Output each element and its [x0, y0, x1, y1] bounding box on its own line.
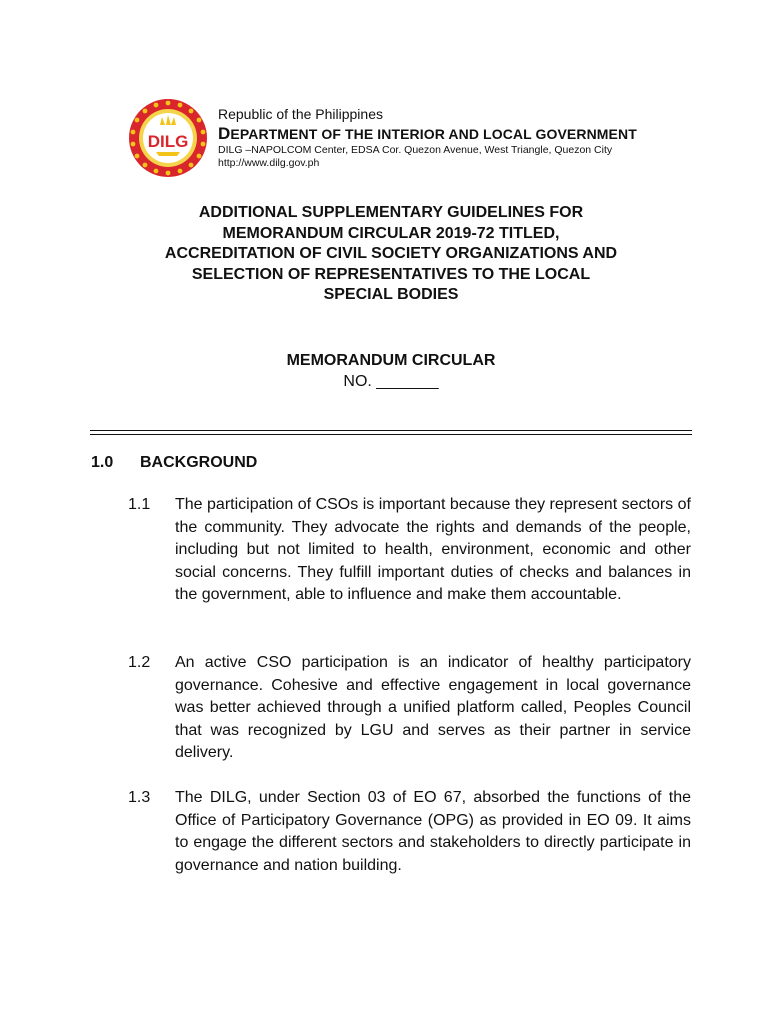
paragraph-text: An active CSO participation is an indicator of healthy participatory governance. Cohesive and effective engagement in local governance was better achieved through a unified platform called, Peoples Council that was recognized by LGU and serves as their partner in service delivery.	[175, 654, 691, 762]
dilg-seal-logo	[128, 98, 208, 178]
memo-title: MEMORANDUM CIRCULAR	[286, 352, 496, 369]
dilg-seal-icon	[128, 98, 208, 178]
department-name	[218, 125, 637, 143]
paragraph-text: The participation of CSOs is important because they represent sectors of the community. They advocate the rights and demands of the people, including but not limited to health, environment, economic and other social concerns. They fulfill important duties of checks and balances in the government, able to influence and make them accountable.	[175, 496, 691, 604]
document-title	[90, 203, 692, 306]
department-address	[218, 144, 612, 156]
address-part2: , EDSA Cor. Quezon Avenue, West Triangle, Quezon City	[345, 144, 613, 156]
paragraph-number: 1.3	[128, 789, 151, 806]
title-line: SELECTION OF REPRESENTATIVES TO THE LOCAL	[191, 265, 591, 283]
paragraph-text: The DILG, under Section 03 of EO 67, absorbed the functions of the Office of Participatory Governance (OPG) as provided in EO 09. It aims to engage the different sectors and stakeholders to directly participate in governance and nation building.	[175, 789, 691, 874]
memo-number: NO. _______	[343, 373, 439, 390]
paragraph-number: 1.1	[128, 496, 151, 513]
address-part1: DILG –NAPOLCOM Center	[218, 144, 346, 156]
department-website[interactable]: http://www.dilg.gov.ph	[218, 157, 320, 169]
divider-line	[90, 430, 692, 431]
department-initial: D	[218, 124, 231, 143]
department-name-rest: EPARTMENT OF THE INTERIOR AND LOCAL GOVERNMENT	[230, 126, 637, 142]
seal-text: DILG	[147, 132, 189, 151]
title-line: ACCREDITATION OF CIVIL SOCIETY ORGANIZATIONS AND	[164, 245, 618, 262]
section-title: BACKGROUND	[140, 454, 258, 471]
title-line: MEMORANDUM CIRCULAR 2019-72 TITLED,	[222, 224, 560, 242]
section-number: 1.0	[91, 454, 114, 471]
divider-line	[90, 434, 692, 435]
paragraph-number: 1.2	[128, 654, 151, 671]
title-line: SPECIAL BODIES	[323, 286, 459, 303]
title-line: ADDITIONAL SUPPLEMENTARY GUIDELINES FOR	[198, 204, 584, 221]
republic-label: Republic of the Philippines	[218, 106, 383, 122]
